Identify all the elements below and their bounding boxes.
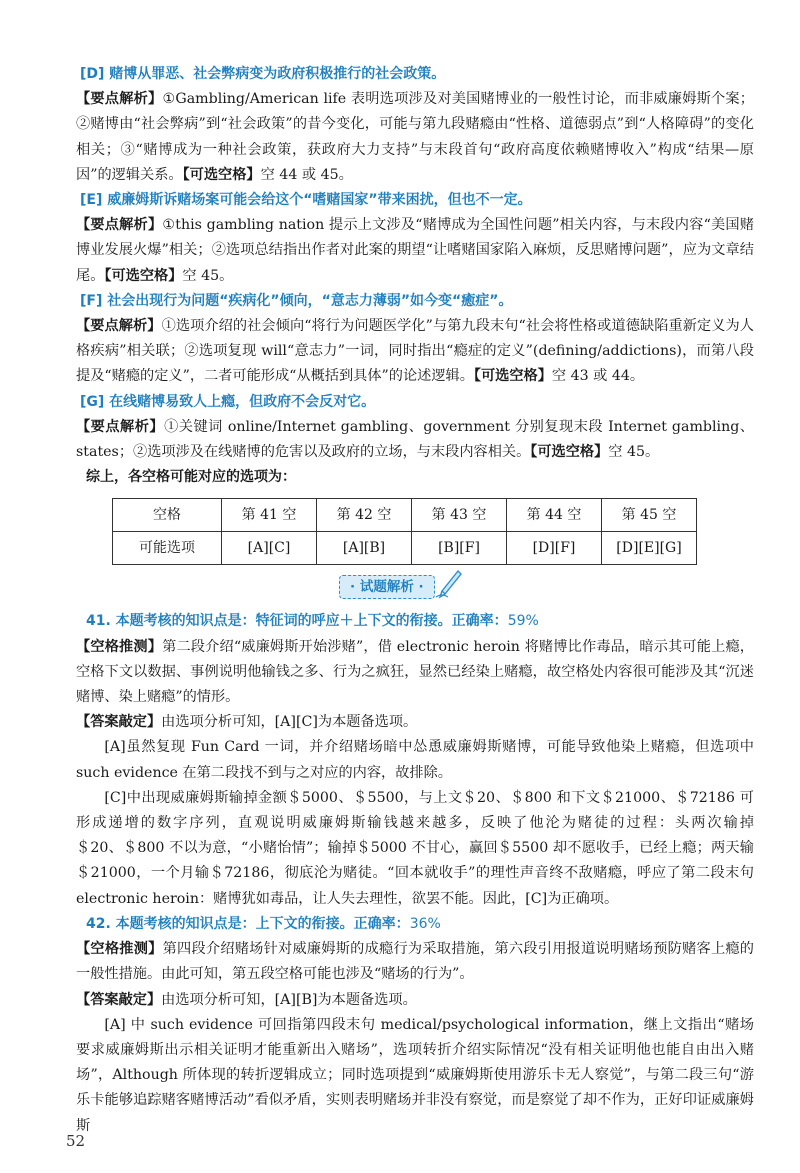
option-f-title: [F] 社会出现行为问题“疾病化”倾向，“意志力薄弱”如今变“癒症”。	[80, 292, 513, 309]
q42-heading	[86, 912, 754, 937]
table-cell: [D][F]	[507, 532, 602, 565]
infer-text: 第二段介绍“威廉姆斯开始涉赌”，借 electronic heroin 将赌博比作毒品，暗示其可能上瘾，空格下文以数据、事例说明他输钱之多、行为之疯狂，显然已经染上赌瘾，故空格处内容很可能涉及其“沉迷赌博、染上赌瘾”的情形。	[76, 638, 754, 706]
table-cell: 空格	[113, 499, 222, 532]
lock-text: 由选项分析可知，[A][C]为本题备选项。	[161, 714, 418, 731]
slot-label: 【可选空格】	[473, 368, 552, 385]
option-g-analysis	[76, 415, 754, 465]
q41-option-a: [A]虽然复现 Fun Card 一词，并介绍赌场暗中怂恿威廉姆斯赌博，可能导致他染上赌瘾，但选项中 such evidence 在第二段找不到与之对应的内容，故排除。	[76, 739, 754, 781]
option-d-title: [D] 赌博从罪恶、社会弊病变为政府积极推行的社会政策。	[80, 66, 446, 82]
table-header-row	[113, 499, 697, 532]
table-cell: 第 41 空	[222, 499, 317, 532]
table-cell: 第 42 空	[317, 499, 412, 532]
analysis-label: 【要点解析】	[76, 217, 163, 234]
slot-text: 空 44 或 45。	[260, 166, 353, 183]
q42-inference	[76, 937, 754, 987]
table-cell: 第 44 空	[507, 499, 602, 532]
table-cell: [B][F]	[412, 532, 507, 565]
answer-table	[112, 498, 697, 565]
main-content	[76, 62, 754, 1139]
q41-heading-text: 41. 本题考核的知识点是：特征词的呼应＋上下文的衔接。正确率：	[86, 613, 508, 630]
q42-heading-text: 42. 本题考核的知识点是：上下文的衔接。正确率：	[86, 915, 410, 932]
q41-answer	[76, 710, 754, 735]
analysis-label: 【要点解析】	[76, 418, 165, 435]
infer-label: 【空格推测】	[76, 638, 163, 655]
analysis-text: ①选项介绍的社会倾向“将行为问题医学化”与第九段末句“社会将性格或道德缺陷重新定义为人格疾病”相关联；②选项复现 will“意志力”一词，同时指出“瘾症的定义”(defining/addictions)，而第八段提及“赌瘾的定义”，二者可能形成“从概括到具体”的论述逻辑。	[76, 318, 754, 385]
table-cell: 可能选项	[113, 532, 222, 565]
table-cell: [A][B]	[317, 532, 412, 565]
option-e-analysis	[76, 213, 754, 289]
q41-rate: 59%	[507, 613, 539, 630]
slot-label: 【可选空格】	[182, 166, 261, 183]
analysis-text: ①Gambling/American life 表明选项涉及对美国赌博业的一般性讨论，而非威廉姆斯个案；②赌博由“社会弊病”到“社会政策”的昔今变化，可能与第九段赌瘾由“性格、道德弱点”到“人格障碍”的变化相关；③“赌博成为一种社会政策，获政府大力支持”与末段首句“政府高度依赖赌博收入”构成“结果—原因”的逻辑关系。	[76, 91, 754, 183]
q42-option-a: [A] 中 such evidence 可回指第四段末句 medical/psychological information，继上文指出“赌场要求威廉姆斯出示相关证明才能重新出入赌场”，选项转折介绍实际情况“没有相关证明他也能自由出入赌场”，Although 所体现的转折逻辑成立；同时选项提到“威廉姆斯使用游乐卡无人察觉”，与第二段三句“游乐卡能够追踪赌客赌博活动”看似矛盾，实则表明赌场并非没有察觉，而是察觉了却不作为，正好印证威廉姆斯	[76, 1016, 754, 1134]
section-badge: · 试题解析 ·	[339, 575, 435, 599]
page-number: 52	[66, 1132, 86, 1150]
analysis-text: ①this gambling nation 提示上文涉及“赌博成为全国性问题”相关内容，与末段内容“美国赌博业发展火爆”相关；②选项总结指出作者对此案的期望“让嗜赌国家陷入麻烦，反思赌博问题”，应为文章结尾。	[76, 217, 754, 284]
slot-text: 空 43 或 44。	[551, 368, 645, 385]
q42-answer	[76, 988, 754, 1013]
table-cell: [D][E][G]	[602, 532, 697, 565]
lock-text: 由选项分析可知，[A][B]为本题备选项。	[161, 991, 417, 1008]
q42-rate: 36%	[409, 915, 441, 932]
table-cell: [A][C]	[222, 532, 317, 565]
lock-label: 【答案敲定】	[76, 991, 162, 1008]
slot-text: 空 45。	[608, 444, 660, 461]
table-cell: 第 45 空	[602, 499, 697, 532]
option-f-analysis	[76, 314, 754, 390]
option-e-title: [E] 威廉姆斯诉赌场案可能会给这个“嗜赌国家”带来困扰，但也不一定。	[80, 192, 532, 209]
analysis-label: 【要点解析】	[76, 318, 162, 335]
lock-label: 【答案敲定】	[76, 714, 162, 731]
section-header	[76, 571, 754, 609]
summary-heading: 综上，各空格可能对应的选项为：	[86, 469, 296, 486]
infer-label: 【空格推测】	[76, 941, 163, 958]
analysis-label: 【要点解析】	[76, 91, 163, 108]
q41-heading	[86, 609, 754, 634]
slot-label: 【可选空格】	[530, 444, 609, 461]
infer-text: 第四段介绍赌场针对威廉姆斯的成瘾行为采取措施，第六段引用报道说明赌场预防赌客上瘾的一般性措施。由此可知，第五段空格可能也涉及“赌场的行为”。	[76, 941, 754, 983]
pen-icon	[434, 567, 464, 599]
table-row	[113, 532, 697, 565]
slot-label: 【可选空格】	[104, 267, 183, 284]
option-d-analysis	[76, 87, 754, 188]
analysis-text: ①关键词 online/Internet gambling、government 分别复现末段 Internet gambling、states；②选项涉及在线赌博的危害以及政府的立场，与末段内容相关。	[76, 418, 754, 461]
option-g-title: [G] 在线赌博易致人上瘾，但政府不会反对它。	[80, 393, 376, 410]
q41-option-c: [C]中出现威廉姆斯输掉金额＄5000、＄5500，与上文＄20、＄800 和下文＄21000、＄72186 可形成递增的数字序列，直观说明威廉姆斯输钱越来越多，反映了他沦为赌徒的过程：头两次输掉＄20、＄800 不以为意，“小赌怡情”；输掉＄5000 不甘心，赢回＄5500 却不愿收手，已经上瘾；两天输＄21000，一个月输＄72186，彻底沦为赌徒。“回本就收手”的理性声音终不敌赌瘾，呼应了第二段末句 electronic heroin：赌博犹如毒品，让人失去理性，欲罢不能。因此，[C]为正确项。	[76, 789, 754, 907]
table-cell: 第 43 空	[412, 499, 507, 532]
q41-inference	[76, 635, 754, 711]
slot-text: 空 45。	[182, 267, 234, 284]
